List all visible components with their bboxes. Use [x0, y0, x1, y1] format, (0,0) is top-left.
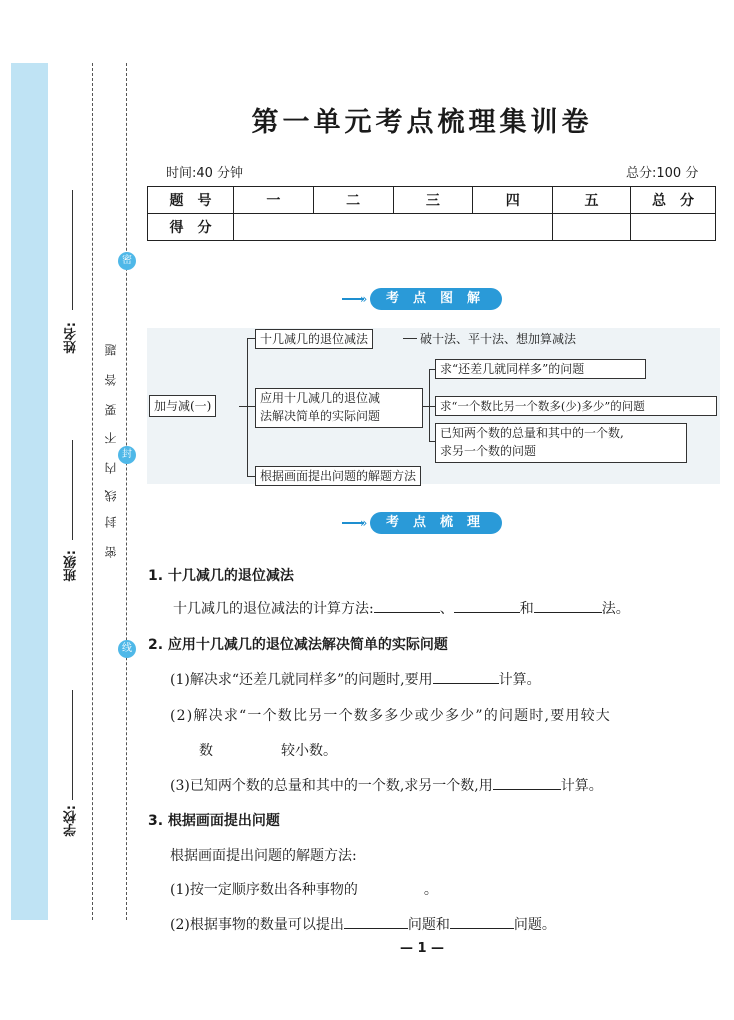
question [170, 879, 438, 899]
text: 较小数。 [281, 743, 337, 759]
score-cell[interactable] [553, 214, 631, 241]
text: 。 [423, 882, 438, 898]
banner-arrow-icon: » [360, 292, 368, 306]
seal-char: 封 [104, 516, 118, 528]
diagram-sub: 求“还差几就同样多”的问题 [435, 359, 646, 379]
connector [247, 338, 248, 476]
score-header-cell: 四 [473, 187, 553, 214]
seal-char: 密 [104, 546, 118, 558]
diagram-root: 加与减(一) [149, 395, 216, 417]
question [170, 914, 556, 934]
seal-dot: 线 [118, 640, 136, 658]
section-heading: 1. 十几减几的退位减法 [148, 568, 294, 584]
text: (2)根据事物的数量可以提出 [170, 917, 344, 933]
score-header-row [148, 187, 716, 214]
section-text: 根据画面提出问题的解题方法: [170, 848, 357, 864]
text: 数 [199, 743, 213, 759]
score-header-cell: 五 [553, 187, 631, 214]
cut-line-right [126, 63, 127, 920]
answer-blank[interactable] [454, 598, 520, 613]
banner-label: 考点图解 [370, 288, 502, 310]
answer-blank[interactable] [450, 914, 514, 929]
score-table [147, 186, 716, 241]
text: 、 [439, 601, 454, 617]
cut-line-left [92, 63, 93, 920]
text: 计算。 [498, 672, 541, 688]
text: 和 [519, 601, 534, 617]
seal-char: 不 [104, 432, 118, 444]
school-underline [72, 690, 73, 800]
diagram-detail: 破十法、平十法、想加算减法 [420, 332, 577, 346]
question-continued [199, 740, 337, 760]
banner-arrow-icon: » [360, 516, 368, 530]
page-number: — 1 — [399, 941, 445, 956]
branch-line: 法解决简单的实际问题 [260, 409, 381, 423]
text: (1)解决求“还差几就同样多”的问题时,要用 [170, 672, 433, 688]
score-header-cell: 三 [393, 187, 473, 214]
answer-blank[interactable] [374, 598, 440, 613]
diagram-branch: 十几减几的退位减法 [255, 329, 373, 349]
page-title: 第一单元考点梳理集训卷 [251, 107, 593, 138]
seal-dot: 封 [118, 446, 136, 464]
seal-char: 内 [104, 462, 118, 474]
score-header-cell: 题 号 [148, 187, 234, 214]
connector [429, 369, 430, 441]
text: (1)按一定顺序数出各种事物的 [170, 882, 358, 898]
sub-line: 求另一个数的问题 [440, 444, 537, 458]
score-header-cell: 二 [313, 187, 393, 214]
diagram-branch [255, 388, 423, 428]
text: 问题。 [513, 917, 556, 933]
seal-char: 题 [104, 344, 118, 356]
question [170, 775, 603, 795]
answer-blank[interactable] [534, 598, 602, 613]
seal-char: 线 [104, 490, 118, 502]
score-cell[interactable] [630, 214, 715, 241]
school-label: 学校: [64, 805, 79, 837]
banner-label: 考点梳理 [370, 512, 502, 534]
seal-dot: 密 [118, 252, 136, 270]
binding-strip [11, 63, 48, 920]
time-limit: 时间:40 分钟 [166, 166, 244, 181]
answer-blank[interactable] [433, 669, 499, 684]
name-underline [72, 190, 73, 310]
text: 计算。 [560, 778, 603, 794]
text: 十几减几的退位减法的计算方法: [173, 601, 374, 617]
section-heading: 2. 应用十几减几的退位减法解决简单的实际问题 [148, 637, 448, 653]
score-value-row [148, 214, 716, 241]
total-score: 总分:100 分 [626, 166, 699, 181]
text: 法。 [601, 601, 630, 617]
name-label: 姓名: [64, 322, 79, 354]
seal-char: 要 [104, 404, 118, 416]
question: (2)解决求“一个数比另一个数多多少或少多少”的问题时,要用较大 [170, 708, 611, 724]
answer-blank[interactable] [344, 914, 408, 929]
sub-line: 已知两个数的总量和其中的一个数, [440, 426, 624, 440]
section-text [173, 598, 630, 618]
connector [403, 338, 417, 339]
class-label: 班级: [64, 550, 79, 582]
class-underline [72, 440, 73, 540]
score-header-cell: 一 [233, 187, 313, 214]
question [170, 669, 541, 689]
diagram-sub: 求“一个数比另一个数多(少)多少”的问题 [435, 396, 717, 416]
diagram-branch: 根据画面提出问题的解题方法 [255, 466, 421, 486]
text: 问题和 [407, 917, 450, 933]
seal-char: 答 [104, 374, 118, 386]
text: (3)已知两个数的总量和其中的一个数,求另一个数,用 [170, 778, 493, 794]
score-row-label: 得 分 [148, 214, 234, 241]
section-heading: 3. 根据画面提出问题 [148, 813, 280, 829]
score-cell[interactable] [233, 214, 552, 241]
score-header-cell: 总 分 [630, 187, 715, 214]
branch-line: 应用十几减几的退位减 [260, 391, 381, 405]
diagram-sub [435, 423, 687, 463]
answer-blank[interactable] [493, 775, 561, 790]
